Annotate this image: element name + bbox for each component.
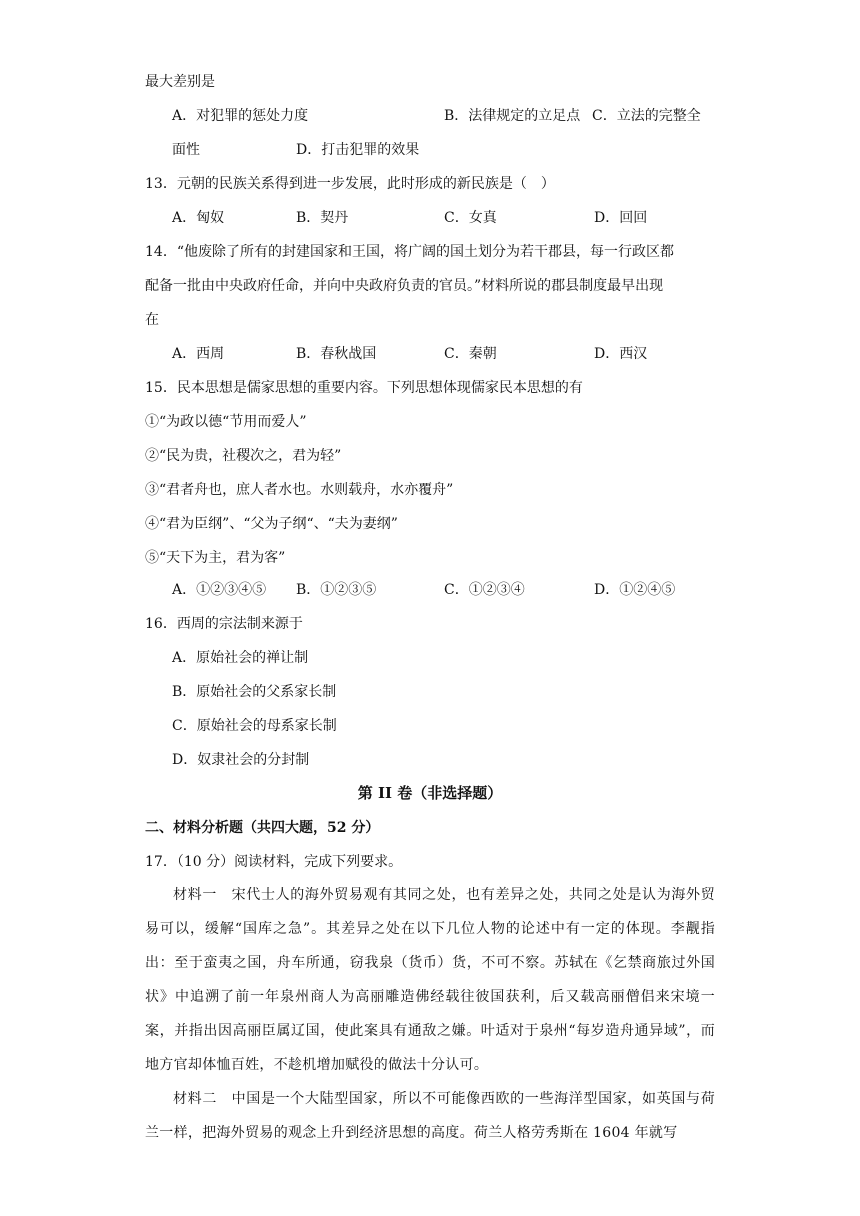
part-heading: 二、材料分析题（共四大题，52 分）	[145, 820, 380, 836]
q16-stem: 16．西周的宗法制来源于	[145, 616, 303, 632]
q16-option-c: C．原始社会的母系家长制	[172, 718, 337, 734]
q14-stem-line-2: 配备一批由中央政府任命，并向中央政府负责的官员。”材料所说的郡县制度最早出现	[145, 278, 664, 294]
q12-option-b: B．法律规定的立足点	[444, 108, 581, 124]
q12-option-d: D．打击犯罪的效果	[296, 142, 420, 158]
q12-option-a: A．对犯罪的惩处力度	[172, 108, 309, 124]
q17-material-2	[145, 1082, 715, 1150]
q15-option-d: D．①②④⑤	[594, 582, 676, 598]
q15-option-b: B．①②③⑤	[296, 582, 377, 598]
q15-item-2: ②“民为贵，社稷次之，君为轻”	[145, 448, 342, 464]
q15-item-5: ⑤“天下为主，君为客”	[145, 550, 286, 566]
q13-option-d: D．回回	[594, 210, 648, 226]
q14-stem-line-3: 在	[145, 312, 159, 328]
q12-option-c-cont: 面性	[172, 142, 200, 158]
q16-option-d: D．奴隶社会的分封制	[172, 752, 310, 768]
q13-stem: 13．元朝的民族关系得到进一步发展，此时形成的新民族是（ ）	[145, 176, 555, 192]
q14-option-b: B．春秋战国	[296, 346, 377, 362]
q12-stem-tail: 最大差别是	[145, 74, 215, 90]
q14-option-c: C．秦朝	[444, 346, 497, 362]
q15-stem: 15．民本思想是儒家思想的重要内容。下列思想体现儒家民本思想的有	[145, 380, 583, 396]
q15-item-1: ①“为政以德“节用而爱人”	[145, 414, 307, 430]
q15-option-a: A．①②③④⑤	[172, 582, 267, 598]
q13-option-a: A．匈奴	[172, 210, 225, 226]
q14-option-d: D．西汉	[594, 346, 648, 362]
q13-option-c: C．女真	[444, 210, 497, 226]
q17-material-2-text: 材料二 中国是一个大陆型国家，所以不可能像西欧的一些海洋型国家，如英国与荷兰一样，把海外贸易的观念上升到经济思想的高度。荷兰人格劳秀斯在 1604 年就写	[145, 1091, 715, 1141]
q15-item-4: ④“君为臣纲”、“父为子纲“、“夫为妻纲”	[145, 516, 398, 532]
q12-option-c: C．立法的完整全	[592, 108, 701, 124]
section-title: 第 II 卷（非选择题）	[357, 784, 503, 802]
q15-item-3: ③“君者舟也，庶人者水也。水则载舟，水亦覆舟”	[145, 482, 454, 498]
q17-material-1	[145, 878, 715, 1082]
q14-option-a: A．西周	[172, 346, 225, 362]
q14-stem-line-1: 14．“他废除了所有的封建国家和王国，将广阔的国土划分为若干郡县，每一行政区都	[145, 244, 674, 260]
q16-option-b: B．原始社会的父系家长制	[172, 684, 337, 700]
q13-option-b: B．契丹	[296, 210, 349, 226]
q16-option-a: A．原始社会的禅让制	[172, 650, 309, 666]
q17-material-1-text: 材料一 宋代士人的海外贸易观有其同之处，也有差异之处，共同之处是认为海外贸易可以，缓解“国库之急”。其差异之处在以下几位人物的论述中有一定的体现。李觏指出：至于蛮夷之国，舟车所通，窃我泉（货币）货，不可不察。苏轼在《乞禁商旅过外国状》中追溯了前一年泉州商人为高丽雕造佛经载往彼国获利，后又载高丽僧侣来宋境一案，并指出因高丽臣属辽国，使此案具有通敌之嫌。叶适对于泉州“每岁造舟通异域”，而地方官却体恤百姓，不趁机增加赋役的做法十分认可。	[145, 887, 715, 1073]
q17-stem: 17．（10 分）阅读材料，完成下列要求。	[145, 854, 403, 870]
q15-option-c: C．①②③④	[444, 582, 525, 598]
